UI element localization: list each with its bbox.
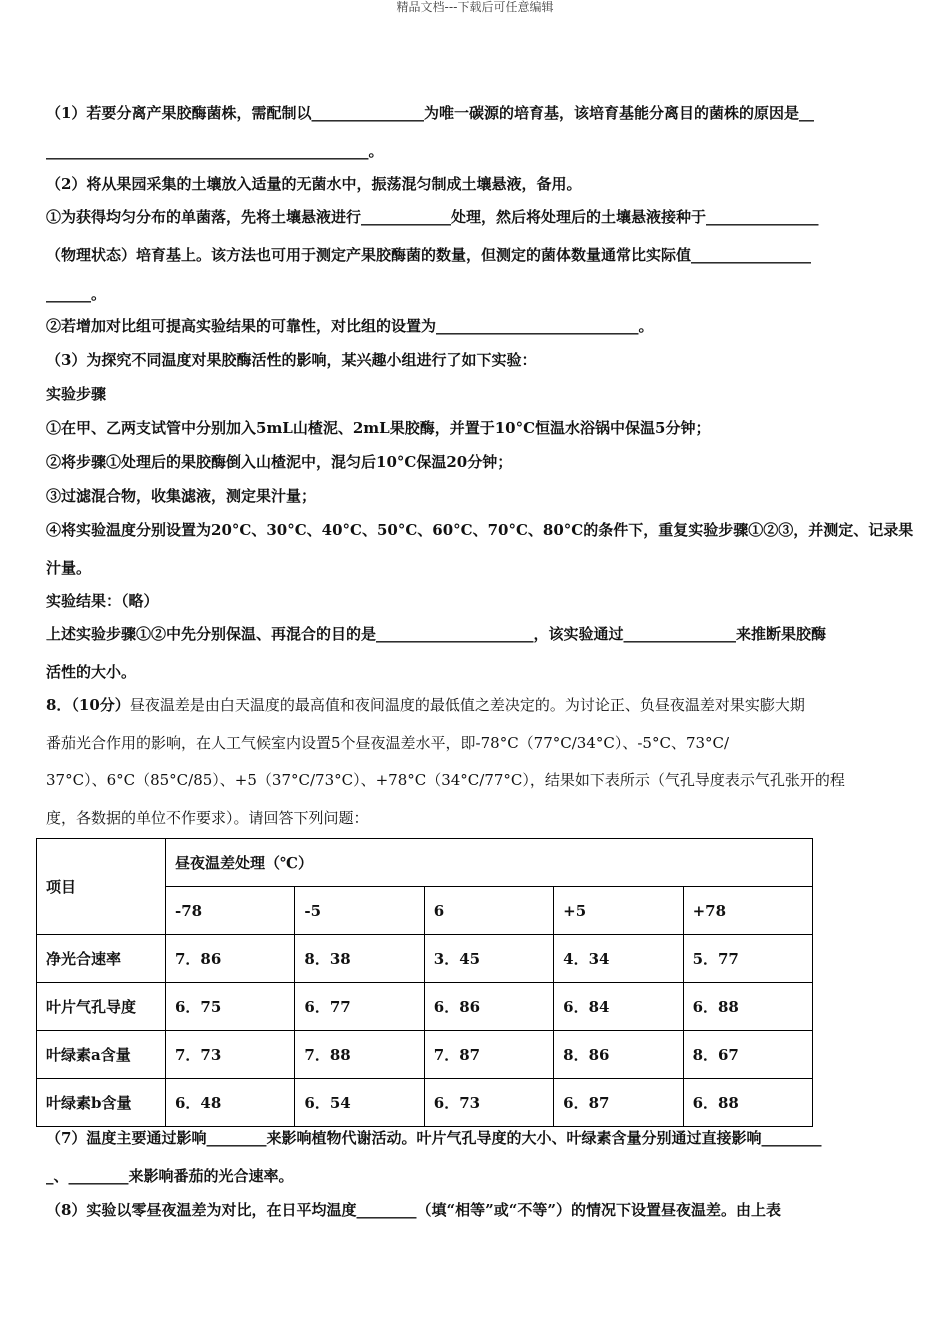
question-3-line: （3）为探究不同温度对果胶酶活性的影响，某兴趣小组进行了如下实验： — [46, 351, 537, 369]
table-cell: 4．34 — [554, 935, 683, 983]
step-4: ④将实验温度分别设置为20°C、30°C、40°C、50°C、60°C、70°C、80°C的条件下，重复实验步骤①②③，并测定、记录果 — [46, 521, 914, 539]
table-cell: 7．88 — [295, 1031, 424, 1079]
table-row — [37, 1079, 813, 1127]
question-2-1-line-end: ______。 — [46, 285, 107, 303]
question-1-line: （1）若要分离产果胶酶菌株，需配制以_______________为唯一碳源的培育基，该培育基能分离目的菌株的原因是__ — [46, 104, 814, 122]
group-header-cell: 昼夜温差处理（℃） — [166, 839, 813, 887]
question-1-line-cont: ___________________________________________。 — [46, 142, 384, 160]
question-2-1-line-cont: （物理状态）培育基上。该方法也可用于测定产果胶酶菌的数量，但测定的菌体数量通常比实际值________________ — [46, 246, 812, 264]
column-header: +78 — [683, 887, 812, 935]
table-cell: 6．75 — [166, 983, 295, 1031]
question-7-line: （7）温度主要通过影响________来影响植物代谢活动。叶片气孔导度的大小、叶绿素含量分别通过直接影响________ — [46, 1129, 822, 1147]
table-cell: 3．45 — [424, 935, 553, 983]
row-label: 叶绿素a含量 — [37, 1031, 166, 1079]
column-header: -78 — [166, 887, 295, 935]
table-cell: 7．86 — [166, 935, 295, 983]
row-label: 叶片气孔导度 — [37, 983, 166, 1031]
table-cell: 7．73 — [166, 1031, 295, 1079]
row-header-cell: 项目 — [37, 839, 166, 935]
step-2: ②将步骤①处理后的果胶酶倒入山楂泥中，混匀后10°C保温20分钟； — [46, 453, 513, 471]
step-4-cont: 汁量。 — [46, 559, 92, 577]
question-7-line-cont: _、________来影响番茄的光合速率。 — [46, 1167, 294, 1185]
question-8-intro — [46, 695, 805, 715]
table-cell: 8．67 — [683, 1031, 812, 1079]
table-header-row — [37, 839, 813, 887]
column-header: 6 — [424, 887, 553, 935]
table-cell: 8．86 — [554, 1031, 683, 1079]
question-8-line-2: 番茄光合作用的影响，在人工气候室内设置5个昼夜温差水平，即-78°C（77°C/34°C）、-5°C、73°C/ — [46, 734, 730, 752]
row-label: 叶绿素b含量 — [37, 1079, 166, 1127]
results-line: 实验结果：（略） — [46, 592, 159, 610]
table-cell: 6．77 — [295, 983, 424, 1031]
table-cell: 6．84 — [554, 983, 683, 1031]
question-8-text: 昼夜温差是由白天温度的最高值和夜间温度的最低值之差决定的。为讨论正、负昼夜温差对果实膨大期 — [129, 696, 805, 714]
question-8-line-4: 度，各数据的单位不作要求）。请回答下列问题： — [46, 809, 369, 827]
page-header: 精品文档---下载后可任意编辑 — [396, 0, 554, 14]
purpose-question-cont: 活性的大小。 — [46, 663, 137, 681]
table-row — [37, 935, 813, 983]
table-cell: 6．86 — [424, 983, 553, 1031]
table-cell: 6．73 — [424, 1079, 553, 1127]
question-8-number: 8．（10分） — [46, 696, 130, 714]
table-row — [37, 983, 813, 1031]
step-1: ①在甲、乙两支试管中分别加入5mL山楂泥、2mL果胶酶，并置于10°C恒温水浴锅中保温5分钟； — [46, 419, 711, 437]
column-header: +5 — [554, 887, 683, 935]
purpose-question: 上述实验步骤①②中先分别保温、再混合的目的是_____________________，该实验通过_______________来推断果胶酶 — [46, 625, 827, 643]
table-cell: 8．38 — [295, 935, 424, 983]
question-2-line: （2）将从果园采集的土壤放入适量的无菌水中，振荡混匀制成土壤悬液，备用。 — [46, 175, 582, 193]
table-cell: 6．54 — [295, 1079, 424, 1127]
table-cell: 6．88 — [683, 1079, 812, 1127]
table-cell: 6．48 — [166, 1079, 295, 1127]
question-2-2-line: ②若增加对比组可提高实验结果的可靠性，对比组的设置为___________________________。 — [46, 317, 654, 335]
table-cell: 6．87 — [554, 1079, 683, 1127]
question-8-line-3: 37°C）、6°C（85°C/85）、+5（37°C/73°C）、+78°C（34°C/77°C），结果如下表所示（气孔导度表示气孔张开的程 — [46, 771, 845, 789]
table-cell: 6．88 — [683, 983, 812, 1031]
results-table — [36, 838, 813, 1127]
column-header: -5 — [295, 887, 424, 935]
steps-heading: 实验步骤 — [46, 385, 107, 403]
step-3: ③过滤混合物，收集滤液，测定果汁量； — [46, 487, 317, 505]
question-2-1-line: ①为获得均匀分布的单菌落，先将土壤悬液进行____________处理，然后将处理后的土壤悬液接种于_______________ — [46, 208, 819, 226]
table-row — [37, 1031, 813, 1079]
row-label: 净光合速率 — [37, 935, 166, 983]
question-8-sub-line: （8）实验以零昼夜温差为对比，在日平均温度________（填“相等”或“不等”）的情况下设置昼夜温差。由上表 — [46, 1201, 781, 1219]
table-cell: 5．77 — [683, 935, 812, 983]
table-cell: 7．87 — [424, 1031, 553, 1079]
